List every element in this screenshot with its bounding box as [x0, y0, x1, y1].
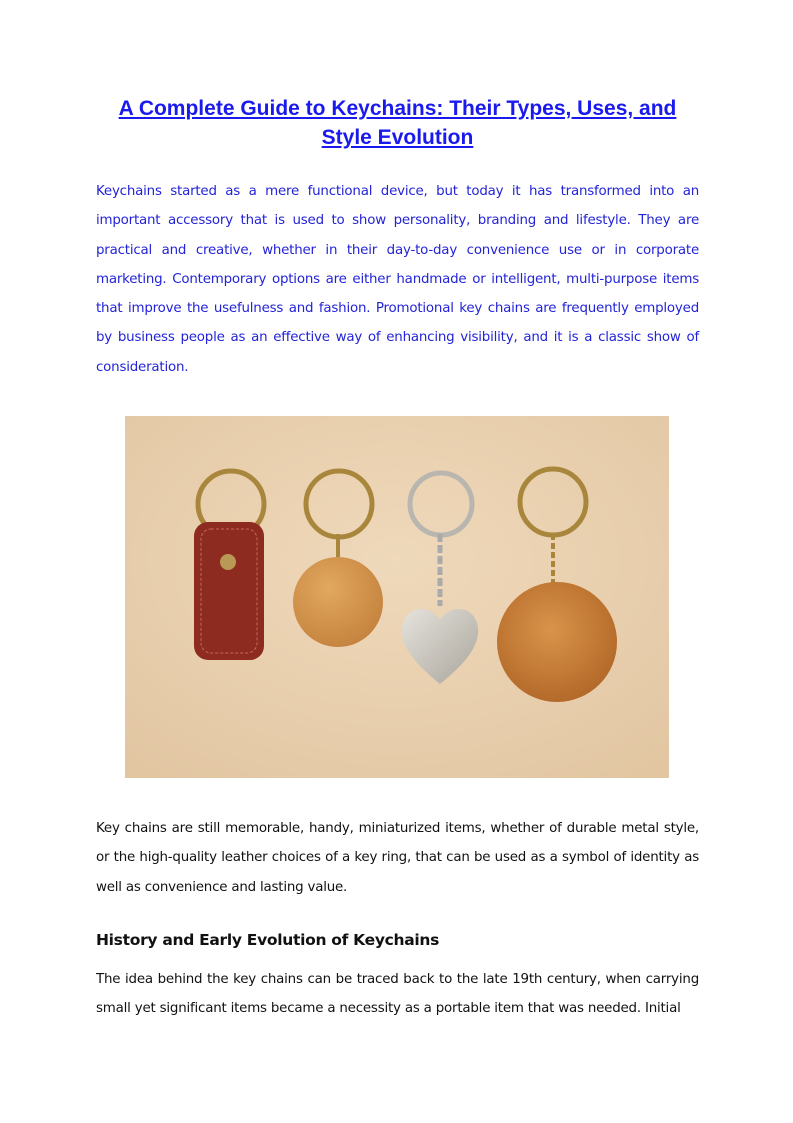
document-title[interactable]: A Complete Guide to Keychains: Their Types, Uses, and Style Evolution — [118, 97, 677, 149]
body-paragraph: Key chains are still memorable, handy, miniaturized items, whether of durable metal style, or the high-quality leather choices of a key ring, that can be used as a symbol of identity as well as convenience and lasting value. — [96, 821, 699, 895]
section-heading: History and Early Evolution of Keychains — [96, 931, 440, 949]
intro-paragraph: Keychains started as a mere functional device, but today it has transformed into an important accessory that is used to show personality, branding and lifestyle. They are practical and creative, whether in their day-to-day convenience use or in corporate marketing. Contemporary options are either handmade or intelligent, multi-purpose items that improve the usefulness and fashion. Promotional key chains are frequently employed by business people as an effective way of enhancing visibility, and it is a classic show of consideration. — [96, 184, 699, 375]
keychains-photo — [125, 416, 669, 778]
body-paragraph: The idea behind the key chains can be traced back to the late 19th century, when carrying small yet significant items became a necessity as a portable item that was needed. Initial — [96, 972, 699, 1017]
